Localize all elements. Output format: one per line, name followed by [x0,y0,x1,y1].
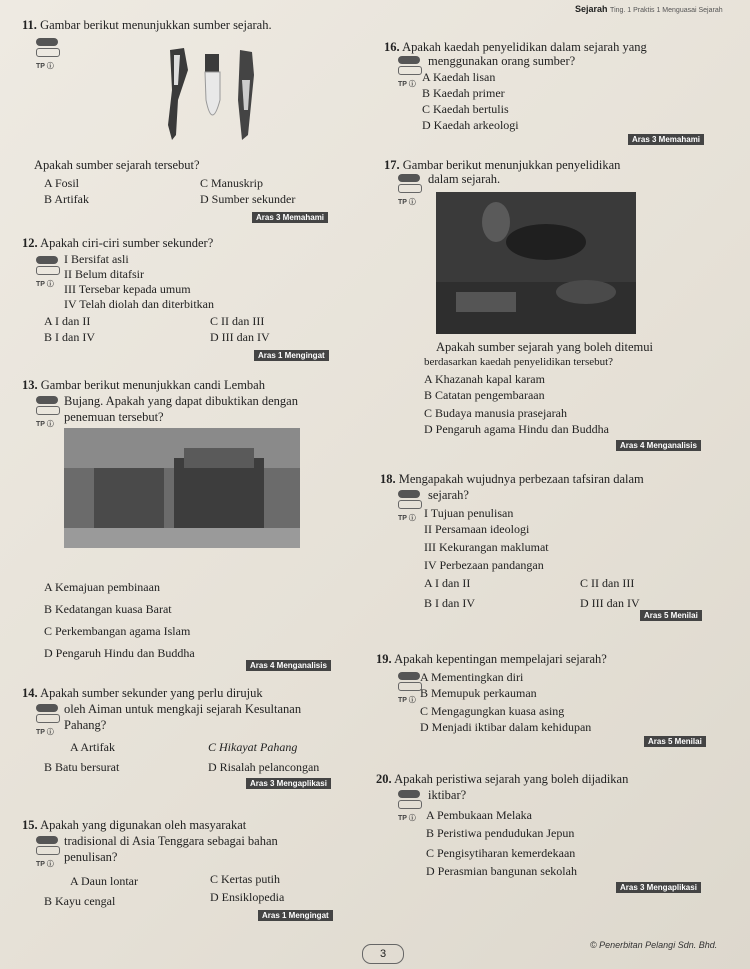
q14-stem-line1 [22,686,263,701]
q16-stem-line2: menggunakan orang sumber? [428,54,576,68]
q18-item-4: IV Perbezaan pandangan [424,558,544,572]
q-badge-icon [36,266,60,275]
q14-stem-line3: Pahang? [64,718,107,732]
q-badge-icon [36,406,60,415]
q13-stem-line2: Bujang. Apakah yang dapat dibuktikan dengan [64,394,298,408]
q11-option-d[interactable]: D Sumber sekunder [200,192,296,206]
q18-badges [398,490,422,523]
q12-badges [36,256,60,289]
q17-number: 17. [384,158,400,172]
q13-text-1: Gambar berikut menunjukkan candi Lembah [40,378,265,392]
q20-stem-line1 [376,772,628,787]
q-badge-icon [398,672,420,680]
q17-option-b[interactable]: B Catatan pengembaraan [424,388,545,402]
q19-stem [376,652,607,667]
tp-badge: TP ⓘ [398,515,416,522]
q17-badges [398,174,422,207]
q19-option-d[interactable]: D Menjadi iktibar dalam kehidupan [420,720,592,734]
q17-stem-line2: dalam sejarah. [428,172,501,186]
q-badge-icon [398,790,420,798]
tp-badge: TP ⓘ [398,815,416,822]
tp-badge: TP ⓘ [398,199,416,206]
tp-badge: TP ⓘ [398,81,416,88]
q-badge-icon [398,500,422,509]
q19-option-c[interactable]: C Mengagungkan kuasa asing [420,704,565,718]
tp-badge: TP ⓘ [36,281,54,288]
q12-number: 12. [22,236,38,250]
q12-item-2: II Belum ditafsir [64,267,144,281]
q18-level-tag: Aras 5 Menilai [640,610,702,621]
q18-option-d[interactable]: D III dan IV [580,596,640,610]
q13-stem-line3: penemuan tersebut? [64,410,164,424]
q17-option-a[interactable]: A Khazanah kapal karam [424,372,545,386]
q20-option-a[interactable]: A Pembukaan Melaka [426,808,532,822]
q-badge-icon [36,714,60,723]
q18-stem-line1 [380,472,644,487]
q-badge-icon [36,48,60,57]
q12-item-4: IV Telah diolah dan diterbitkan [64,297,215,311]
q18-item-2: II Persamaan ideologi [424,522,530,536]
q13-number: 13. [22,378,38,392]
q-badge-icon [398,682,422,691]
q20-number: 20. [376,772,392,786]
q16-text-1: Apakah kaedah penyelidikan dalam sejarah yang [402,40,647,54]
header-rest: Ting. 1 Praktis 1 Menguasai Sejarah [610,7,723,14]
q11-badges [36,38,60,71]
q12-level-tag: Aras 1 Mengingat [254,350,329,361]
tp-badge: TP ⓘ [398,697,416,704]
q19-text: Apakah kepentingan mempelajari sejarah? [394,652,607,666]
tp-badge: TP ⓘ [36,421,54,428]
tp-badge: TP ⓘ [36,729,54,736]
header-subject: Sejarah [575,4,608,14]
q11-text: Gambar berikut menunjukkan sumber sejarah. [40,18,272,32]
tp-badge: TP ⓘ [36,861,54,868]
q15-text-1: Apakah yang digunakan oleh masyarakat [40,818,247,832]
q13-option-b[interactable]: B Kedatangan kuasa Barat [44,602,172,616]
q16-stem-line1 [384,40,647,55]
q18-item-3: III Kekurangan maklumat [424,540,549,554]
q16-badges [398,56,422,89]
q13-option-a[interactable]: A Kemajuan pembinaan [44,580,160,594]
q12-item-3: III Tersebar kepada umum [64,282,191,296]
q13-option-c[interactable]: C Perkembangan agama Islam [44,624,191,638]
q14-option-d[interactable]: D Risalah pelancongan [208,760,320,774]
q13-stem-line1 [22,378,265,393]
q15-badges [36,836,60,869]
artifact-image [150,40,270,150]
page-header [575,4,723,14]
q18-option-b[interactable]: B I dan IV [424,596,475,610]
q20-badges [398,790,422,823]
q-badge-icon [398,66,422,75]
q15-level-tag: Aras 1 Mengingat [258,910,333,921]
q13-option-d[interactable]: D Pengaruh Hindu dan Buddha [44,646,195,660]
page-number: 3 [362,944,404,964]
q12-option-d[interactable]: D III dan IV [210,330,270,344]
q17-option-c[interactable]: C Budaya manusia prasejarah [424,406,567,420]
q-badge-icon [398,56,420,64]
q11-option-c[interactable]: C Manuskrip [200,176,263,190]
q-badge-icon [36,704,58,712]
q12-text: Apakah ciri-ciri sumber sekunder? [40,236,214,250]
q19-option-a[interactable]: A Mementingkan diri [420,670,524,684]
q-badge-icon [36,846,60,855]
q15-number: 15. [22,818,38,832]
q-badge-icon [36,256,58,264]
q13-badges [36,396,60,429]
q14-option-c[interactable]: C Hikayat Pahang [208,740,298,754]
q16-level-tag: Aras 3 Memahami [628,134,704,145]
q18-stem-line2: sejarah? [428,488,469,502]
q11-stem [22,18,272,33]
q-badge-icon [36,396,58,404]
q15-stem-line3: penulisan? [64,850,118,864]
q14-option-a[interactable]: A Artifak [70,740,115,754]
q-badge-icon [36,836,58,844]
q-badge-icon [398,174,420,182]
q19-option-b[interactable]: B Memupuk perkauman [420,686,537,700]
q17-question-line2: berdasarkan kaedah penyelidikan tersebut? [424,356,614,368]
q15-option-a[interactable]: A Daun lontar [70,874,138,888]
q-badge-icon [398,490,420,498]
q14-option-b[interactable]: B Batu bersurat [44,760,120,774]
q16-option-b[interactable]: B Kaedah primer [422,86,505,100]
q17-question-line1: Apakah sumber sejarah yang boleh ditemui [436,340,653,354]
q20-text-1: Apakah peristiwa sejarah yang boleh dijadikan [394,772,629,786]
q17-text-1: Gambar berikut menunjukkan penyelidikan [402,158,621,172]
q15-stem-line2: tradisional di Asia Tenggara sebagai bahan [64,834,278,848]
q16-number: 16. [384,40,400,54]
q11-question: Apakah sumber sejarah tersebut? [34,158,200,172]
publisher-credit: © Penerbitan Pelangi Sdn. Bhd. [590,940,718,950]
q19-number: 19. [376,652,392,666]
q12-stem [22,236,213,251]
q14-number: 14. [22,686,38,700]
q17-level-tag: Aras 4 Menganalisis [616,440,701,451]
q14-text-1: Apakah sumber sekunder yang perlu dirujuk [40,686,263,700]
q-badge-icon [398,184,422,193]
q20-option-c[interactable]: C Pengisytiharan kemerdekaan [426,846,576,860]
q15-stem-line1 [22,818,246,833]
q18-text-1: Mengapakah wujudnya perbezaan tafsiran dalam [398,472,644,486]
candi-lembah-bujang-photo [64,428,300,548]
tp-badge: TP ⓘ [36,63,54,70]
q14-level-tag: Aras 3 Mengaplikasi [246,778,331,789]
q17-option-d[interactable]: D Pengaruh agama Hindu dan Buddha [424,422,609,436]
underwater-diver-photo [436,192,636,334]
q18-number: 18. [380,472,396,486]
q11-level-tag: Aras 3 Memahami [252,212,328,223]
q18-item-1: I Tujuan penulisan [424,506,514,520]
q19-badges [398,672,422,705]
q18-option-a[interactable]: A I dan II [424,576,471,590]
q19-level-tag: Aras 5 Menilai [644,736,706,747]
q12-item-1: I Bersifat asli [64,252,129,266]
q-badge-icon [398,800,422,809]
q11-option-a[interactable]: A Fosil [44,176,80,190]
q13-level-tag: Aras 4 Menganalisis [246,660,331,671]
q18-option-c[interactable]: C II dan III [580,576,635,590]
q11-number: 11. [22,18,37,32]
q15-option-d[interactable]: D Ensiklopedia [210,890,285,904]
q17-stem-line1 [384,158,620,173]
q14-stem-line2: oleh Aiman untuk mengkaji sejarah Kesultanan [64,702,302,716]
q16-option-a[interactable]: A Kaedah lisan [422,70,496,84]
q16-option-c[interactable]: C Kaedah bertulis [422,102,509,116]
q15-option-c[interactable]: C Kertas putih [210,872,280,886]
q11-option-b[interactable]: B Artifak [44,192,89,206]
q20-option-d[interactable]: D Perasmian bangunan sekolah [426,864,577,878]
q12-option-a[interactable]: A I dan II [44,314,91,328]
q15-option-b[interactable]: B Kayu cengal [44,894,116,908]
q20-level-tag: Aras 3 Mengaplikasi [616,882,701,893]
q-badge-icon [36,38,58,46]
q12-option-c[interactable]: C II dan III [210,314,265,328]
q14-badges [36,704,60,737]
q20-stem-line2: iktibar? [428,788,467,802]
q16-option-d[interactable]: D Kaedah arkeologi [422,118,519,132]
q20-option-b[interactable]: B Peristiwa pendudukan Jepun [426,826,575,840]
q12-option-b[interactable]: B I dan IV [44,330,95,344]
